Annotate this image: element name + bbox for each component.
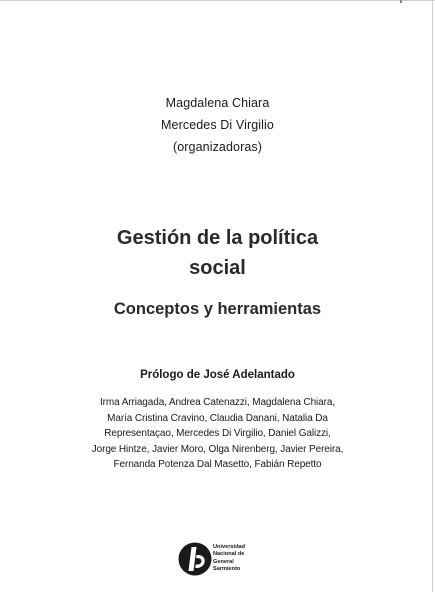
editor-name: Magdalena Chiara: [165, 96, 270, 110]
publisher-imprint: [177, 541, 277, 581]
editor-name: Mercedes Di Virgilio: [161, 118, 274, 132]
publisher-name-line: Nacional de: [213, 551, 245, 558]
publisher-name: [213, 544, 245, 574]
book-subtitle: Conceptos y herramientas: [113, 300, 322, 318]
editors-block: [0, 92, 435, 158]
authors-line: María Cristina Cravino, Claudia Danani, Natalia Da: [107, 412, 328, 424]
authors-line: Representaçao, Mercedes Di Virgilio, Daniel Galizzi,: [104, 428, 331, 439]
page-top-border: [0, 0, 435, 1]
authors-line: Fernanda Potenza Dal Masetto, Fabián Repetto: [113, 459, 322, 470]
authors-line: Irma Arriagada, Andrea Catenazzi, Magdalena Chiara,: [99, 397, 336, 408]
page-corner-mark: [400, 0, 402, 3]
publisher-name-line: General: [213, 558, 234, 565]
book-title: [0, 223, 435, 283]
ungs-logo-icon: [177, 541, 213, 577]
authors-list: [0, 395, 435, 473]
book-title-line: social: [189, 257, 246, 279]
authors-line: Jorge Hintze, Javier Moro, Olga Nirenberg, Javier Pereira,: [91, 443, 344, 455]
prologue-credit: Prólogo de José Adelantado: [140, 369, 295, 381]
book-title-line: Gestión de la política: [116, 227, 319, 249]
editors-role: (organizadoras): [172, 140, 263, 154]
publisher-name-line: Universidad: [213, 544, 246, 550]
publisher-name-line: Sarmiento: [213, 566, 241, 573]
